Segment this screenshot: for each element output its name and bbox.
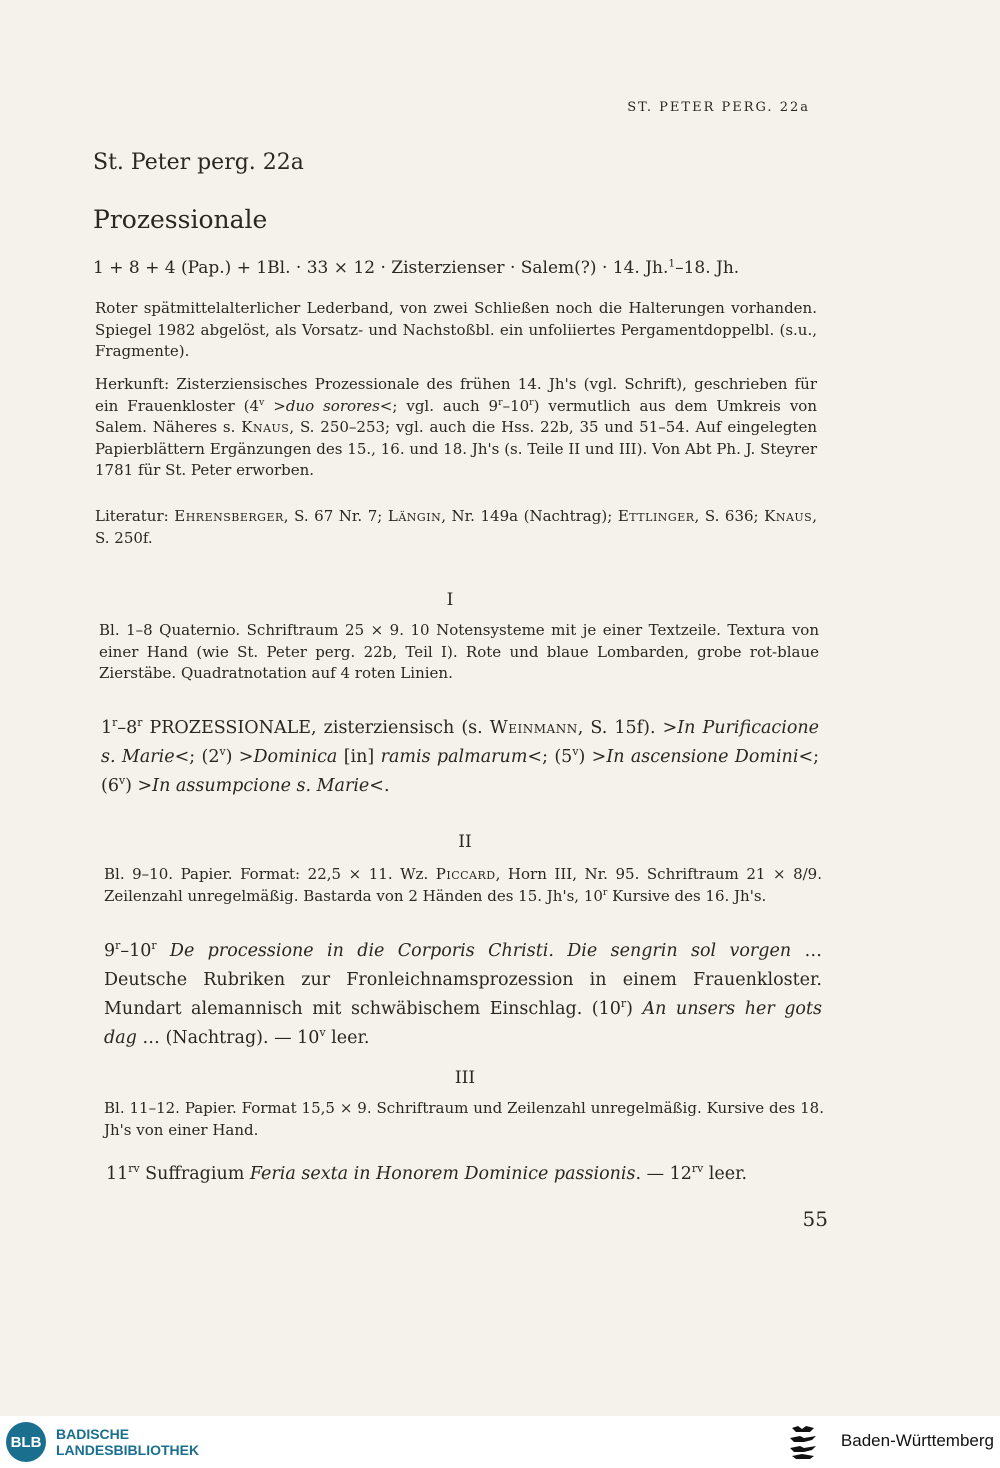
page-number: 55 xyxy=(802,1207,828,1231)
section-numeral-2: II xyxy=(458,832,472,852)
page-title: Prozessionale xyxy=(93,205,268,234)
section-numeral-3: III xyxy=(454,1068,476,1088)
collation: 1 + 8 + 4 (Pap.) + 1Bl. · 33 × 12 · Zisterzienser · Salem(?) · 14. Jh.$^1$–18. Jh. xyxy=(93,257,740,278)
binding-description: Roter spätmittelalterlicher Lederband, von zwei Schließen noch die Halterungen vorhanden. Spiegel 1982 abgelöst, als Vorsatz- und Nachstoßbl. ein unfoliiertes Pergamentdoppelbl. (s.u., Fragmente). xyxy=(95,299,817,360)
library-name[interactable] xyxy=(56,1426,199,1458)
library-name-line2: LANDESBIBLIOTHEK xyxy=(56,1442,200,1458)
part2-content: 9$^r$–10$^r$ De processione in die Corporis Christi. Die sengrin sol vorgen … Deutsche Rubriken zur Fronleichnamsprozession in einem Frauenkloster. Mundart alemannisch mit schwäbischem Einschlag. (10$^r$) An unsers her gots dag … (Nachtrag). — 10$^v$ leer. xyxy=(104,939,822,1048)
literature: Literatur: Ehrensberger, S. 67 Nr. 7; Längin, Nr. 149a (Nachtrag); Ettlinger, S. 636; Knaus, S. 250f. xyxy=(95,507,818,547)
part1-description: Bl. 1–8 Quaternio. Schriftraum 25 × 9. 10 Notensysteme mit je einer Textzeile. Textura von einer Hand (wie St. Peter perg. 22b, Teil I). Rote und blaue Lombarden, grobe rot-blaue Zierstäbe. Quadratnotation auf 4 roten Linien. xyxy=(99,621,819,682)
part1-content: 1$^r$–8$^r$ PROZESSIONALE, zisterziensisch (s. Weinmann, S. 15f). >In Purificacione s. Marie<; $(2^v)$ >Dominica [in] ramis palmarum<; $(5^v) >In$ ascensione Domini<; $(6^v) >In$ assumpcione s. Marie<. xyxy=(101,716,819,796)
part2-description: Bl. 9–10. Papier. Format: 22,5 × 11. Wz. Piccard, Horn III, Nr. 95. Schriftraum 21 × 8/9. Zeilenzahl unregelmäßig. Bastarda von 2 Händen des 15. Jh's, 10$^r$ Kursive des 16. Jh's. xyxy=(104,865,822,905)
section-numeral-1: I xyxy=(446,590,454,610)
library-name-line1: BADISCHE xyxy=(56,1426,130,1442)
blb-logo[interactable] xyxy=(6,1422,46,1462)
running-head: ST. PETER PERG. 22a xyxy=(627,100,810,115)
provenance: Herkunft: Zisterziensisches Prozessionale des frühen 14. Jh's (vgl. Schrift), geschrieben für ein Frauenkloster ($4^v >duo$ sorores<; vgl. auch 9$^r$–10$^r$) vermutlich aus dem Umkreis von Salem. Näheres s. Knaus, S. 250–253; vgl. auch die Hss. 22b, 35 und 51–54. Auf eingelegten Papierblättern Ergänzungen des 15., 16. und 18. Jh's (s. Teile II und III). Von Abt Ph. J. Steyrer 1781 für St. Peter erworben. xyxy=(95,375,817,479)
part3-content: $11^{rv}$ Suffragium Feria sexta in Honorem Dominice passionis. — $12^{rv}$ leer. xyxy=(106,1162,748,1184)
shelfmark: St. Peter perg. 22a xyxy=(93,150,304,175)
logo-abbr: BLB xyxy=(10,1433,42,1451)
state-label[interactable]: Baden-Württemberg xyxy=(840,1431,994,1450)
footer-bar xyxy=(0,1416,1000,1468)
lion-emblem-icon xyxy=(786,1424,820,1460)
part3-description: Bl. 11–12. Papier. Format 15,5 × 9. Schriftraum und Zeilenzahl unregelmäßig. Kursive des 18. Jh's von einer Hand. xyxy=(104,1099,824,1139)
